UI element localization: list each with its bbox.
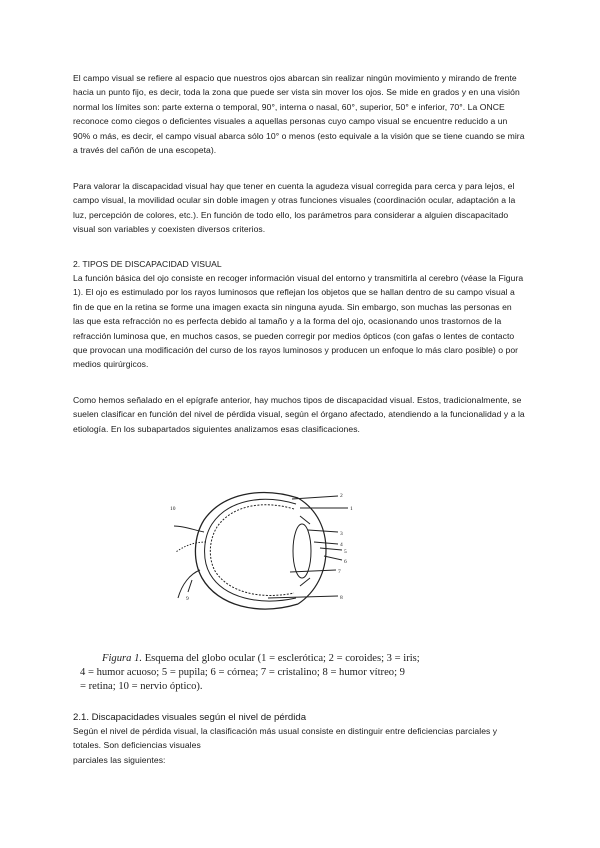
paragraph-clasificacion: Como hemos señalado en el epígrafe anterior, hay muchos tipos de discapacidad visual. Estos, tradicionalmente, se suelen clasificar en función del nivel de pérdida visual, según el órgano afectado, atendiendo a la funcionalidad y a la etiología. En los subapartados siguientes analizamos esas clasificaciones. [73, 395, 525, 434]
paragraph-parciales: parciales las siguientes: [73, 755, 166, 765]
diagram-label-3: 3 [340, 531, 343, 537]
paragraph-funcion-ojo: La función básica del ojo consiste en recoger información visual del entorno y transmitirla al cerebro (véase la Figura 1). El ojo es estimulado por los rayos luminosos que reflejan los objetos que se hallan dentro de su campo visual a fin de que en la retina se forme una imagen exacta sin ninguna ayuda. Sin embargo, son muchas las personas en las que esta refracción no es perfecta debido al tamaño y a la forma del ojo, ocasionando unos trastornos de la refracción luminosa que, en muchos casos, se pueden corregir por medios ópticos (con gafas o lentes de contacto que provocan una modificación del curso de los rayos luminosos y producen un enfoque lo más claro posible) o por medios quirúrgicos. [73, 273, 524, 370]
diagram-label-1: 1 [350, 506, 353, 512]
diagram-label-6: 6 [344, 559, 347, 565]
caption-line-2: 4 = humor acuoso; 5 = pupila; 6 = córnea; 7 = cristalino; 8 = humor vítreo; 9 [80, 667, 405, 678]
caption-label: Figura 1. [102, 653, 143, 664]
diagram-label-7: 7 [338, 569, 341, 575]
figure-caption [80, 652, 460, 694]
subsection-heading-nivel-perdida: 2.1. Discapacidades visuales según el nivel de pérdida [73, 712, 307, 723]
paragraph-nivel-perdida: Según el nivel de pérdida visual, la clasificación más usual consiste en distinguir entre deficiencias parciales y totales. Son deficiencias visuales [73, 726, 498, 751]
caption-line-1 [80, 652, 460, 666]
diagram-label-9: 9 [186, 596, 189, 602]
diagram-label-2: 2 [340, 493, 343, 499]
paragraph-valorar-discapacidad: Para valorar la discapacidad visual hay que tener en cuenta la agudeza visual corregida para cerca y para lejos, el campo visual, la movilidad ocular sin doble imagen y otras funciones visuales (coordinación ocular, adaptación a la luz, percepción de colores, etc.). En función de todo ello, los parámetros para considerar a alguien discapacitado visual son variables y coexisten diversos criterios. [73, 181, 516, 235]
caption-line-3: = retina; 10 = nervio óptico). [80, 681, 203, 692]
paragraph-campo-visual: El campo visual se refiere al espacio que nuestros ojos abarcan sin realizar ningún movimiento y mirando de frente hacia un punto fijo, es decir, toda la zona que puede ser vista sin mover los ojos. Se mide en grados y en una visión normal los límites son: parte externa o temporal, 90°, interna o nasal, 60°, superior, 50° e inferior, 70°. La ONCE reconoce como ciegos o deficientes visuales a aquellas personas cuyo campo visual se encuentre reducido a un 90% o más, es decir, el campo visual abarca sólo 10° o menos (esto equivale a la visión que se tiene cuando se mira a través del cañón de una escopeta). [73, 73, 525, 156]
eye-diagram [170, 480, 410, 620]
diagram-label-4: 4 [340, 542, 343, 548]
diagram-label-10: 10 [170, 506, 176, 512]
diagram-label-5: 5 [344, 549, 347, 555]
diagram-label-8: 8 [340, 595, 343, 601]
section-heading-tipos: 2. TIPOS DE DISCAPACIDAD VISUAL [73, 259, 222, 269]
caption-text-1: Esquema del globo ocular (1 = esclerótica; 2 = coroides; 3 = iris; [144, 653, 420, 664]
